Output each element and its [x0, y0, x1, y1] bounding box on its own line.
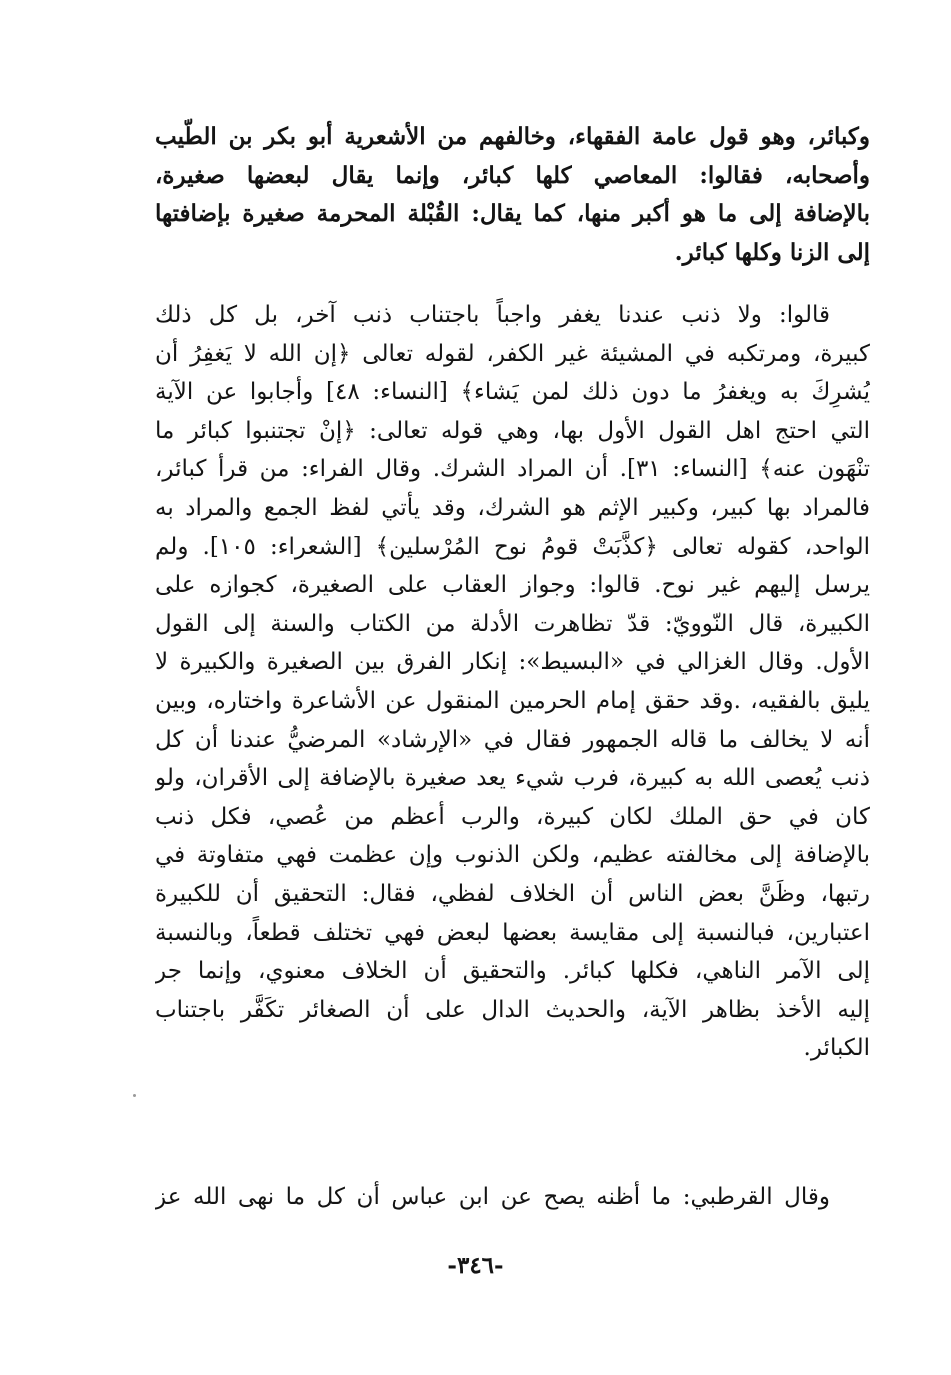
text-line: إلى الزنا وكلها كبائر.	[674, 238, 870, 266]
text-line: كان في حق الملك لكان كبيرة، والرب أعظم من عُصي، فكل ذنب	[155, 803, 870, 830]
text-line: وكبائر، وهو قول عامة الفقهاء، وخالفهم من الأشعرية أبو بكر بن الطّيب	[155, 123, 870, 150]
text-line: بالإضافة إلى ما هو أكبر منها، كما يقال: القُبْلة المحرمة صغيرة بإضافتها	[155, 200, 870, 228]
text-line: يرسل إليهم غير نوح. قالوا: وجواز العقاب على الصغيرة، كجوازه على	[155, 572, 870, 599]
text-line: الكبيرة، قال النّوويّ: قدّ تظاهرت الأدلة من الكتاب والسنة إلى القول	[155, 610, 870, 637]
text-line: اعتبارين، فبالنسبة إلى مقايسة بعضها لبعض فهي تختلف قطعاً، وبالنسبة	[155, 919, 870, 946]
paragraph-3	[155, 1178, 870, 1217]
text-line: وقال القرطبي: ما أظنه يصح عن ابن عباس أن كل ما نهى الله عز	[155, 1184, 830, 1210]
text-line: الأول. وقال الغزالي في «البسيط»: إنكار الفرق بين الصغيرة والكبيرة لا	[155, 649, 870, 676]
text-line: قالوا: ولا ذنب عندنا يغفر واجباً باجتناب ذنب آخر، بل كل ذلك	[155, 302, 830, 328]
text-line: يُشرِكَ به ويغفرُ ما دون ذلك لمن يَشاء﴾ [النساء: ٤٨] وأجابوا عن الآية	[155, 379, 870, 406]
text-line: رتبها، وظَنَّ بعض الناس أن الخلاف لفظي، فقال: التحقيق أن للكبيرة	[155, 880, 870, 907]
text-line: وأصحابه، فقالوا: المعاصي كلها كبائر، وإنما يقال لبعضها صغيرة،	[155, 161, 870, 189]
margin-speck	[133, 1094, 136, 1097]
text-line: التي احتج اهل القول الأول بها، وهي قوله تعالى: ﴿إنْ تجتنبوا كبائر ما	[155, 417, 870, 444]
text-line: كبيرة، ومرتكبه في المشيئة غير الكفر، لقوله تعالى ﴿إن الله لا يَغفِرُ أن	[155, 340, 870, 367]
text-line: الواحد، كقوله تعالى ﴿كذَّبَتْ قومُ نوح المُرْسلين﴾ [الشعراء: ١٠٥]. ولم	[155, 533, 870, 560]
text-line: بالإضافة إلى مخالفته عظيم، ولكن الذنوب وإن عظمت فهي متفاوتة في	[155, 842, 870, 869]
text-line: تنْهَون عنه﴾ [النساء: ٣١]. أن المراد الشرك. وقال الفراء: من قرأ كبائر،	[155, 456, 870, 483]
page-number: -٣٤٦-	[447, 1252, 504, 1279]
text-line: إليه الأخذ بظاهر الآية، والحديث الدال على أن الصغائر تكَفَّر باجتناب	[155, 996, 870, 1023]
text-line: ذنب يُعصى الله به كبيرة، فرب شيء يعد صغيرة بالإضافة إلى الأقران، ولو	[155, 765, 870, 792]
text-line: أنه لا يخالف ما قاله الجمهور فقال في «الإرشاد» المرضيُّ عندنا أن كل	[155, 726, 870, 753]
text-line: إلى الآمر الناهي، فكلها كبائر. والتحقيق أن الخلاف معنوي، وإنما جر	[155, 958, 870, 985]
text-line: الكبائر.	[803, 1035, 870, 1062]
text-line: يليق بالفقيه، .وقد حقق إمام الحرمين المنقول عن الأشاعرة واختاره، وبين	[155, 687, 870, 714]
paragraph-1	[155, 118, 870, 272]
text-line: فالمراد بها كبير، وكبير الإثم هو الشرك، وقد يأتي لفظ الجمع والمراد به	[155, 494, 870, 521]
paragraph-2	[155, 296, 870, 1068]
